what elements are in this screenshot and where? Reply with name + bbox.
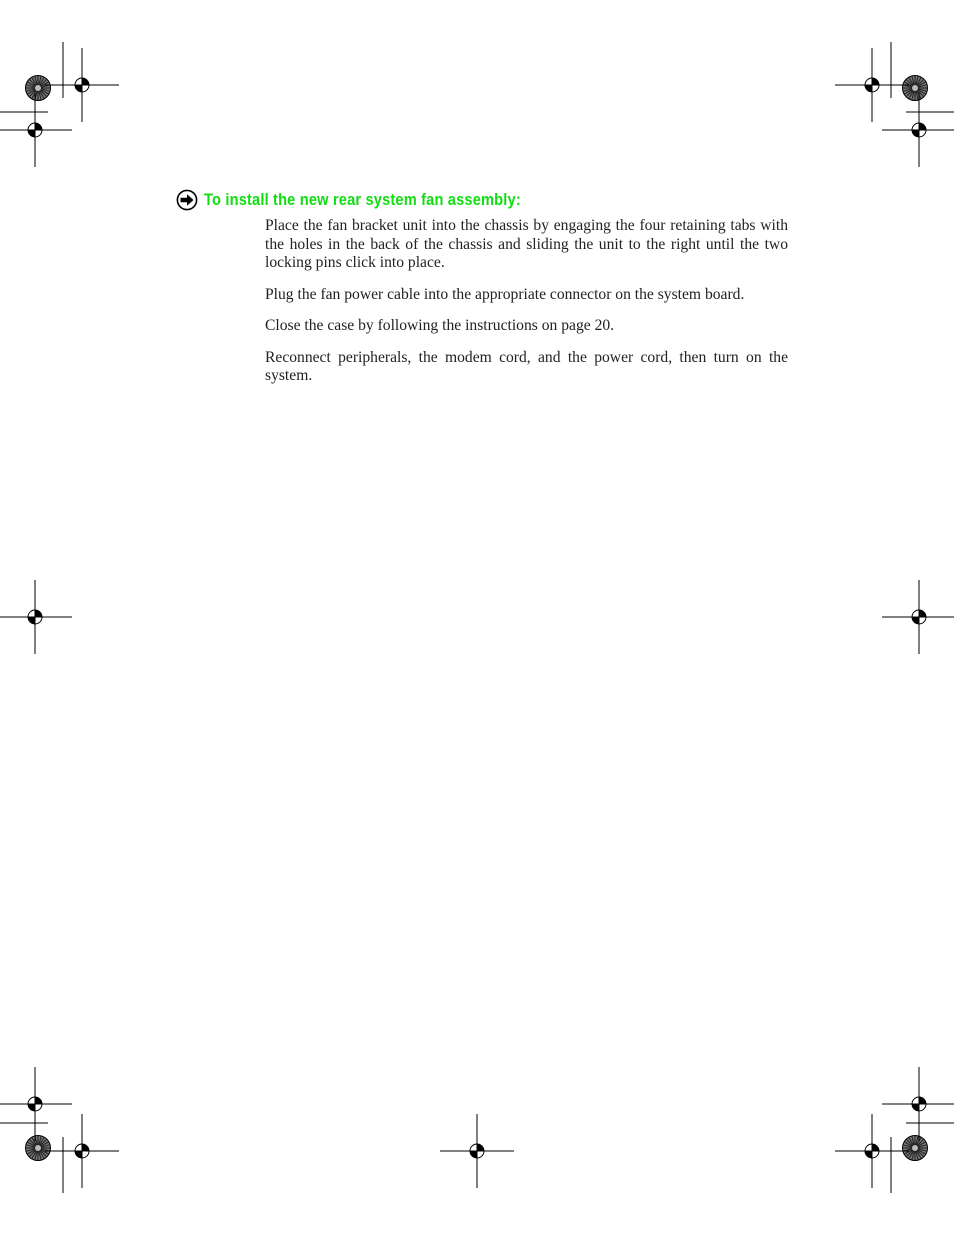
section-title: To install the new rear system fan assembly: (204, 190, 521, 209)
registration-target-icon (0, 93, 72, 167)
procedure-steps (265, 217, 788, 399)
registration-target-icon (882, 1067, 954, 1141)
section-heading (176, 189, 572, 211)
registration-target-icon (882, 580, 954, 654)
step-paragraph: Close the case by following the instructions on page 20. (265, 317, 615, 334)
registration-target-icon (835, 1114, 909, 1188)
registration-target-icon (0, 1067, 72, 1141)
registration-target-icon (440, 1114, 514, 1188)
starburst-icon (26, 1136, 51, 1161)
step-paragraph: Plug the fan power cable into the appropriate connector on the system board. (265, 285, 745, 303)
registration-target-icon (882, 93, 954, 167)
arrow-right-circle-icon (176, 189, 198, 211)
starburst-icon (26, 76, 51, 101)
starburst-icon (903, 1136, 928, 1161)
step-paragraph: Reconnect peripherals, the modem cord, and the power cord, then turn on the system. (265, 348, 788, 384)
registration-target-icon (0, 580, 72, 654)
registration-target-icon (45, 48, 119, 122)
registration-target-icon (835, 48, 909, 122)
registration-target-icon (45, 1114, 119, 1188)
step-paragraph: Place the fan bracket unit into the chassis by engaging the four retaining tabs with the holes in the back of the chassis and sliding the unit to the right until the two locking pins click into place. (265, 217, 788, 271)
starburst-icon (903, 76, 928, 101)
